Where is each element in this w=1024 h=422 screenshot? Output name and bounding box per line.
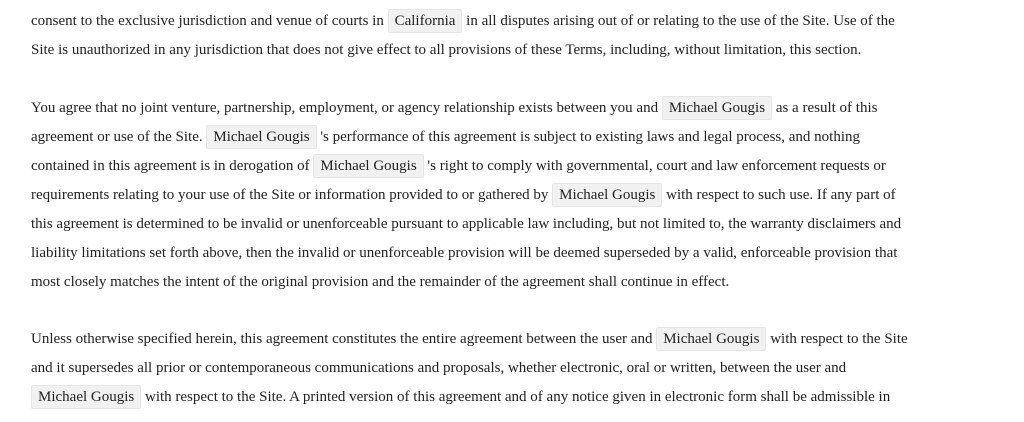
text-line [31, 181, 996, 210]
text-segment: with respect to the Site. A printed version of this agreement and of any notice given in electronic form shall be admissible in [141, 389, 891, 405]
text-segment: Site is unauthorized in any jurisdiction that does not give effect to all provisions of these Terms, including, without limitation, this section. [31, 42, 862, 58]
placeholder-chip: Michael Gougis [552, 183, 662, 207]
text-segment: liability limitations set forth above, then the invalid or unenforceable provision will be deemed superseded by a valid, enforceable provision that [31, 245, 898, 261]
text-segment: this agreement is determined to be invalid or unenforceable pursuant to applicable law including, but not limited to, the warranty disclaimers and [31, 216, 902, 232]
text-segment: requirements relating to your use of the Site or information provided to or gathered by [31, 187, 553, 203]
text-line [31, 7, 996, 36]
text-segment: contained in this agreement is in derogation of [31, 158, 314, 174]
paragraph-jurisdiction [31, 7, 996, 65]
text-line [31, 36, 996, 65]
text-segment: agreement or use of the Site. [31, 129, 207, 145]
text-segment: You agree that no joint venture, partnership, employment, or agency relationship exists between you and [31, 100, 662, 116]
placeholder-chip: California [388, 9, 463, 33]
text-segment: with respect to the Site [766, 331, 908, 347]
placeholder-chip: Michael Gougis [31, 385, 141, 409]
text-segment: as a result of this [772, 100, 878, 116]
text-segment: 's performance of this agreement is subject to existing laws and legal process, and nothing [316, 129, 860, 145]
paragraph-entire-agreement [31, 325, 996, 412]
text-segment: most closely matches the intent of the original provision and the remainder of the agreement shall continue in effect. [31, 274, 730, 290]
text-segment: consent to the exclusive jurisdiction and venue of courts in [31, 13, 388, 29]
placeholder-chip: Michael Gougis [313, 154, 423, 178]
text-segment: Unless otherwise specified herein, this agreement constitutes the entire agreement between the user and [31, 331, 657, 347]
text-line [31, 268, 996, 297]
text-segment: in all disputes arising out of or relating to the use of the Site. Use of the [462, 13, 895, 29]
text-segment: and it supersedes all prior or contemporaneous communications and proposals, whether electronic, oral or written, between the user and [31, 360, 847, 376]
text-line [31, 239, 996, 268]
text-segment: 's right to comply with governmental, court and law enforcement requests or [423, 158, 886, 174]
text-line [31, 383, 996, 412]
placeholder-chip: Michael Gougis [656, 327, 766, 351]
text-line [31, 325, 996, 354]
text-line [31, 210, 996, 239]
placeholder-chip: Michael Gougis [662, 96, 772, 120]
paragraph-relationship [31, 94, 996, 297]
text-line [31, 152, 996, 181]
text-line [31, 94, 996, 123]
placeholder-chip: Michael Gougis [206, 125, 316, 149]
text-line [31, 123, 996, 152]
text-segment: with respect to such use. If any part of [662, 187, 896, 203]
text-line [31, 354, 996, 383]
